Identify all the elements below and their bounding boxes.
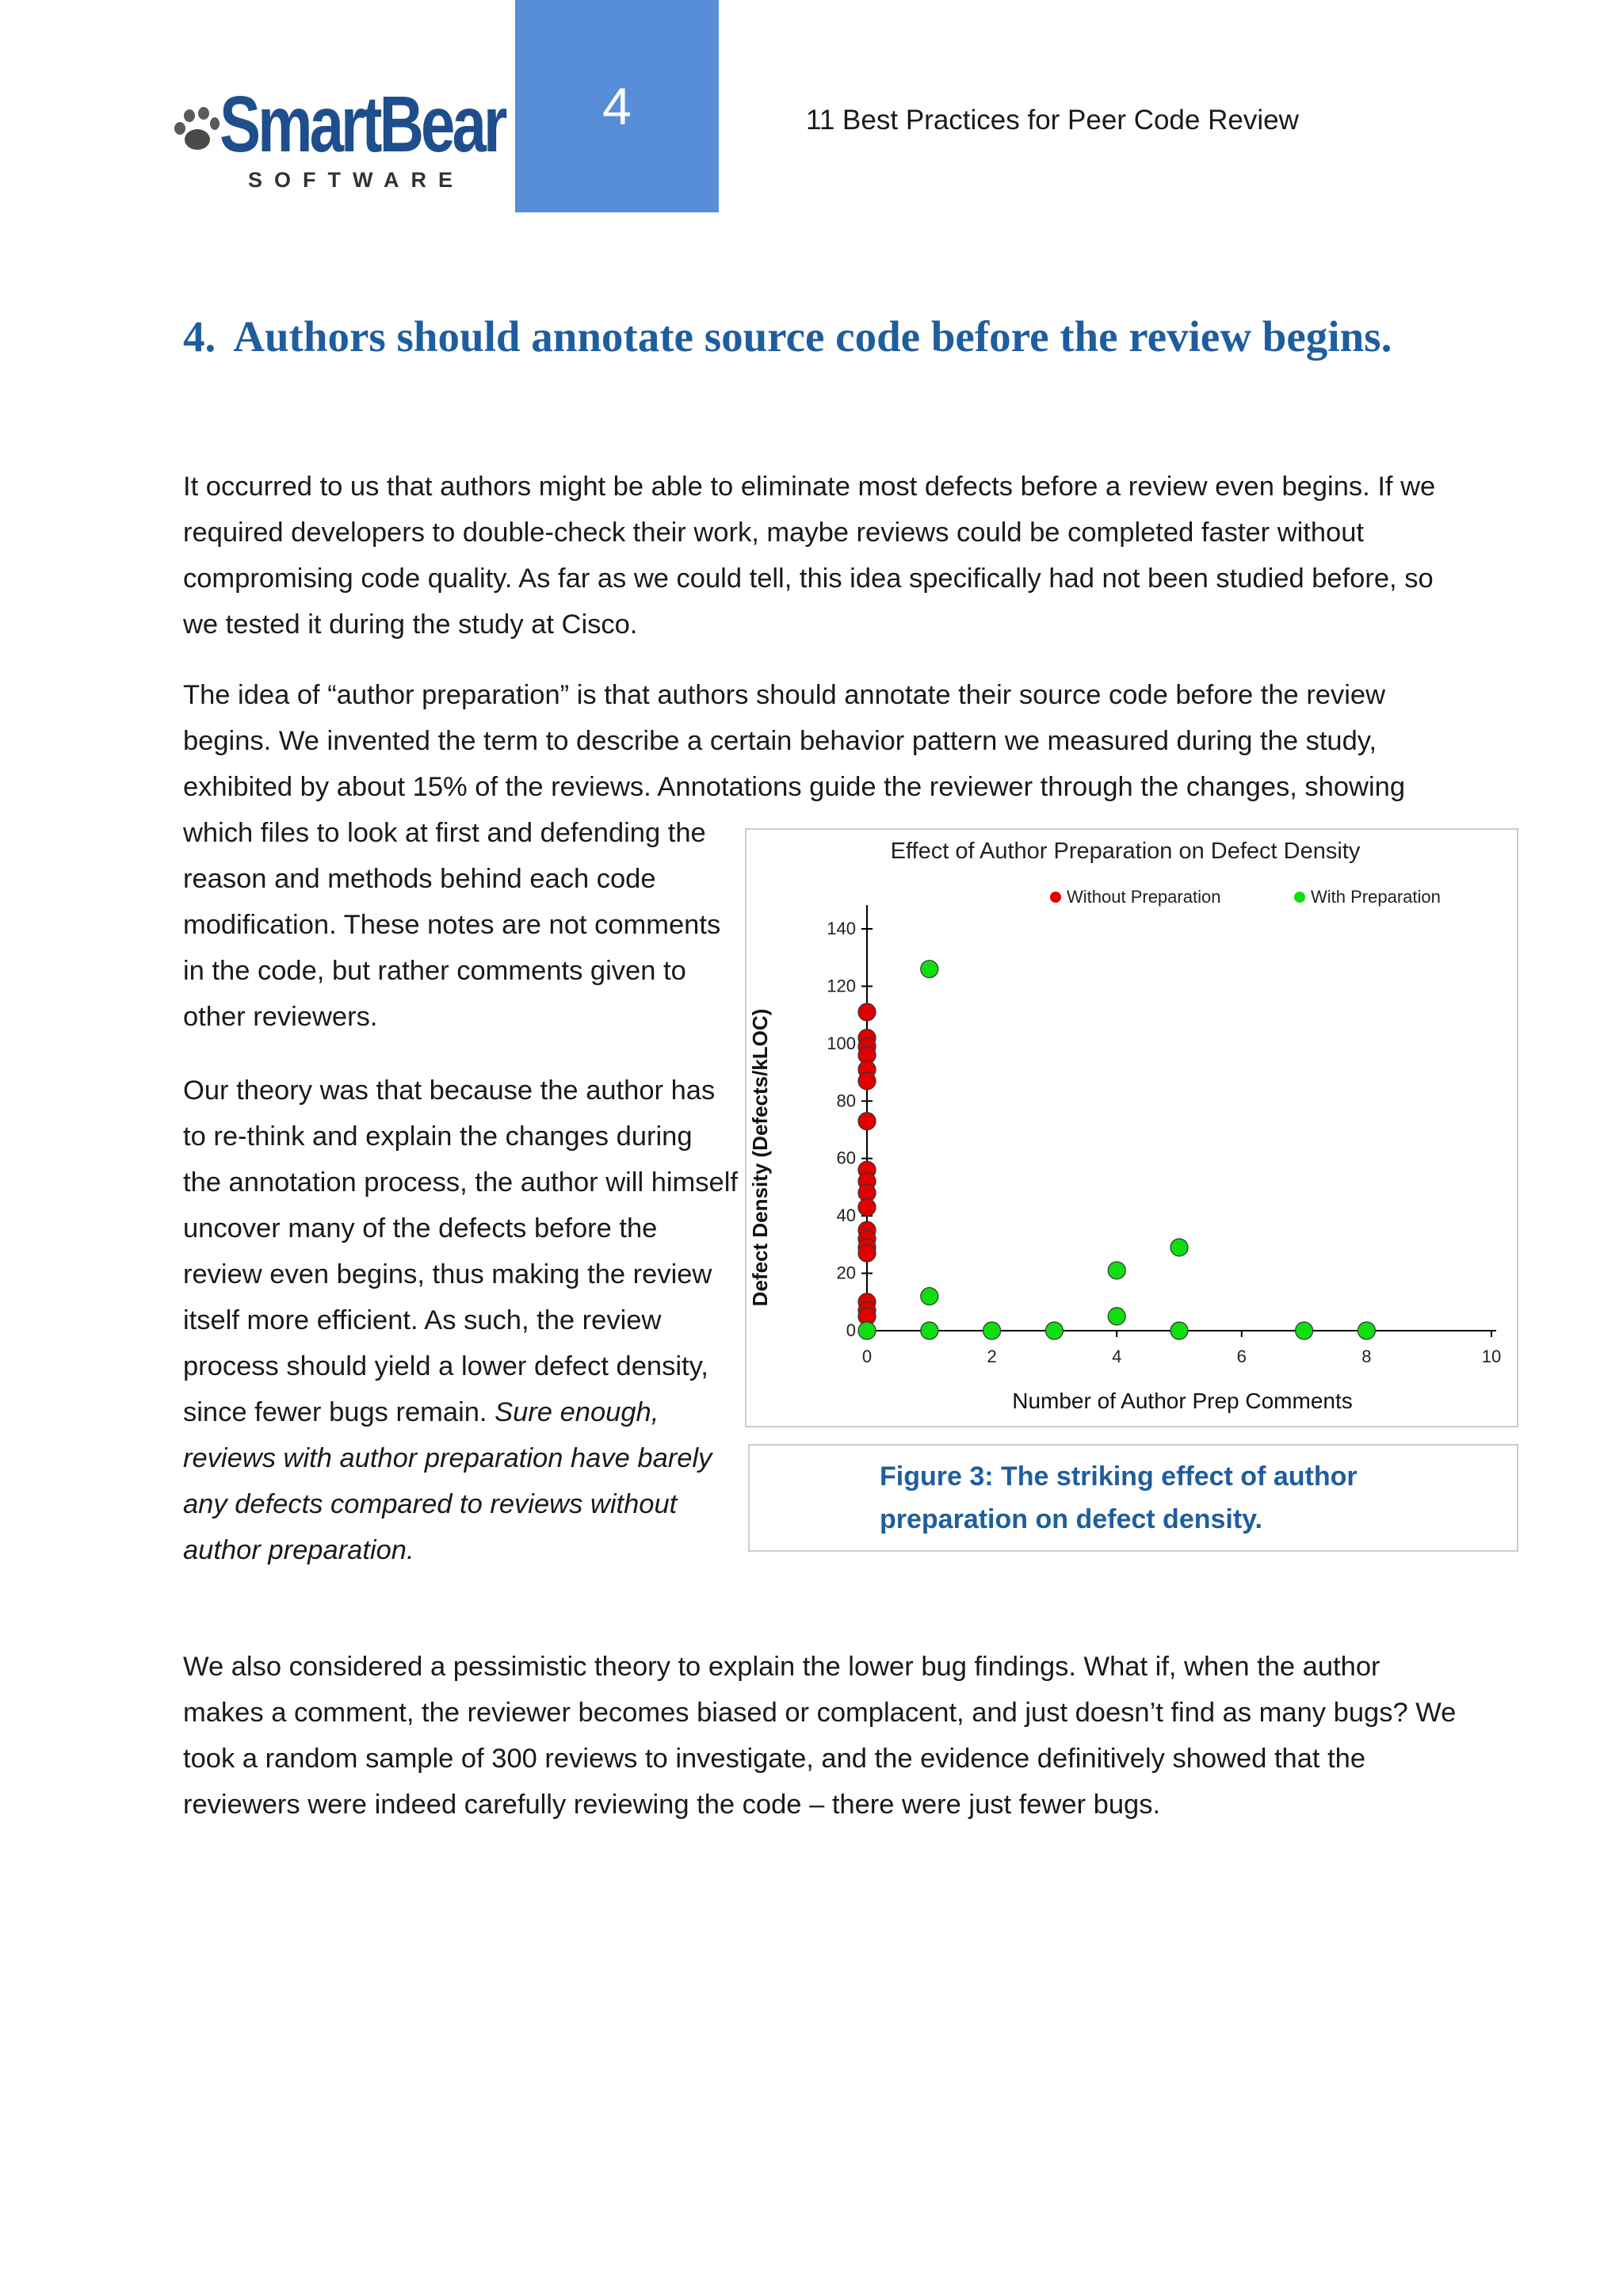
x-tick-label: 0 bbox=[861, 1347, 873, 1366]
y-tick-label: 100 bbox=[827, 1033, 856, 1053]
data-point bbox=[1358, 1322, 1375, 1339]
data-point bbox=[921, 1288, 938, 1305]
data-point bbox=[858, 1198, 876, 1216]
figure-chart bbox=[745, 828, 1518, 1427]
paw-icon bbox=[170, 105, 220, 155]
x-tick-label: 10 bbox=[1481, 1347, 1502, 1366]
data-point bbox=[1045, 1322, 1063, 1339]
y-tick-label: 120 bbox=[827, 976, 856, 996]
section-title: Authors should annotate source code before the review begins. bbox=[233, 312, 1392, 361]
data-point bbox=[1296, 1322, 1313, 1339]
page-number: 4 bbox=[602, 77, 632, 136]
paragraph-2-continued: which files to look at first and defending the reason and methods behind each code modification. These notes are not comments in the code, but rather comments given to other reviewers. bbox=[183, 818, 721, 1032]
section-number: 4. bbox=[183, 312, 216, 361]
y-tick-label: 20 bbox=[836, 1263, 856, 1283]
y-tick-label: 0 bbox=[846, 1320, 856, 1340]
data-point bbox=[1108, 1308, 1125, 1325]
chart-title: Effect of Author Preparation on Defect Density bbox=[890, 839, 1361, 864]
x-tick-label: 6 bbox=[1236, 1347, 1247, 1366]
paragraph-3 bbox=[183, 1068, 738, 1573]
paragraph-2: The idea of “author preparation” is that authors should annotate their source code before the review begins. We invented the term to describe a certain behavior pattern we measured during the study, exhibited by about 15% of the reviews. Annotations guide the reviewer through the changes, showing bbox=[183, 680, 1406, 802]
y-tick-label: 60 bbox=[836, 1148, 856, 1168]
legend-label: Without Preparation bbox=[1067, 887, 1221, 907]
paragraph-3-text: Our theory was that because the author has to re-think and explain the changes during the annotation process, the author will himself uncover many of the defects before the review even begins, thus making the review itself more efficient. As such, the review process should yield a lower defect density, since fewer bugs remain. bbox=[183, 1075, 738, 1427]
y-tick-label: 80 bbox=[836, 1091, 856, 1111]
smartbear-logo bbox=[170, 80, 505, 197]
section-heading bbox=[183, 304, 1467, 369]
x-tick-label: 2 bbox=[987, 1347, 997, 1366]
x-axis-label: Number of Author Prep Comments bbox=[1012, 1389, 1353, 1413]
data-point bbox=[983, 1322, 1001, 1339]
data-point bbox=[858, 1072, 876, 1090]
y-tick-label: 140 bbox=[827, 919, 856, 938]
data-point bbox=[1108, 1262, 1125, 1279]
data-point bbox=[858, 1003, 876, 1021]
paragraph-3-emphasis: Sure enough, reviews with author preparation have barely any defects compared to reviews without author preparation. bbox=[183, 1397, 712, 1565]
data-point bbox=[921, 961, 938, 978]
logo-subtitle: SOFTWARE bbox=[248, 168, 464, 192]
x-tick-label: 4 bbox=[1112, 1347, 1122, 1366]
paragraph-4: We also considered a pessimistic theory to explain the lower bug findings. What if, when the author makes a comment, the reviewer becomes biased or complacent, and just doesn’t find as many bugs? We took a random sample of 300 reviews to investigate, and the evidence definitively showed that the reviewers were indeed carefully reviewing the code – there were just fewer bugs. bbox=[183, 1652, 1457, 1820]
y-tick-label: 40 bbox=[836, 1205, 856, 1226]
x-tick-label: 8 bbox=[1361, 1347, 1372, 1366]
running-title: 11 Best Practices for Peer Code Review bbox=[806, 105, 1299, 136]
page-number-box bbox=[515, 0, 719, 212]
data-point bbox=[1170, 1322, 1188, 1339]
y-axis-label: Defect Density (Defects/kLOC) bbox=[748, 1008, 772, 1307]
scatter-chart bbox=[747, 830, 1520, 1429]
legend-marker bbox=[1294, 892, 1305, 903]
paragraph-1: It occurred to us that authors might be able to eliminate most defects before a review even begins. If we required developers to double-check their work, maybe reviews could be completed faster without compromising code quality. As far as we could tell, this idea specifically had not been studied before, so we tested it during the study at Cisco. bbox=[183, 472, 1436, 640]
legend-marker bbox=[1050, 892, 1061, 903]
data-point bbox=[858, 1322, 876, 1339]
logo-wordmark: SmartBear bbox=[220, 80, 505, 169]
data-point bbox=[1170, 1239, 1188, 1256]
data-point bbox=[858, 1244, 876, 1262]
legend-label: With Preparation bbox=[1311, 887, 1441, 907]
data-point bbox=[921, 1322, 938, 1339]
figure-caption: Figure 3: The striking effect of author preparation on defect density. bbox=[880, 1461, 1358, 1534]
figure-caption-box bbox=[748, 1444, 1518, 1552]
data-point bbox=[858, 1113, 876, 1130]
